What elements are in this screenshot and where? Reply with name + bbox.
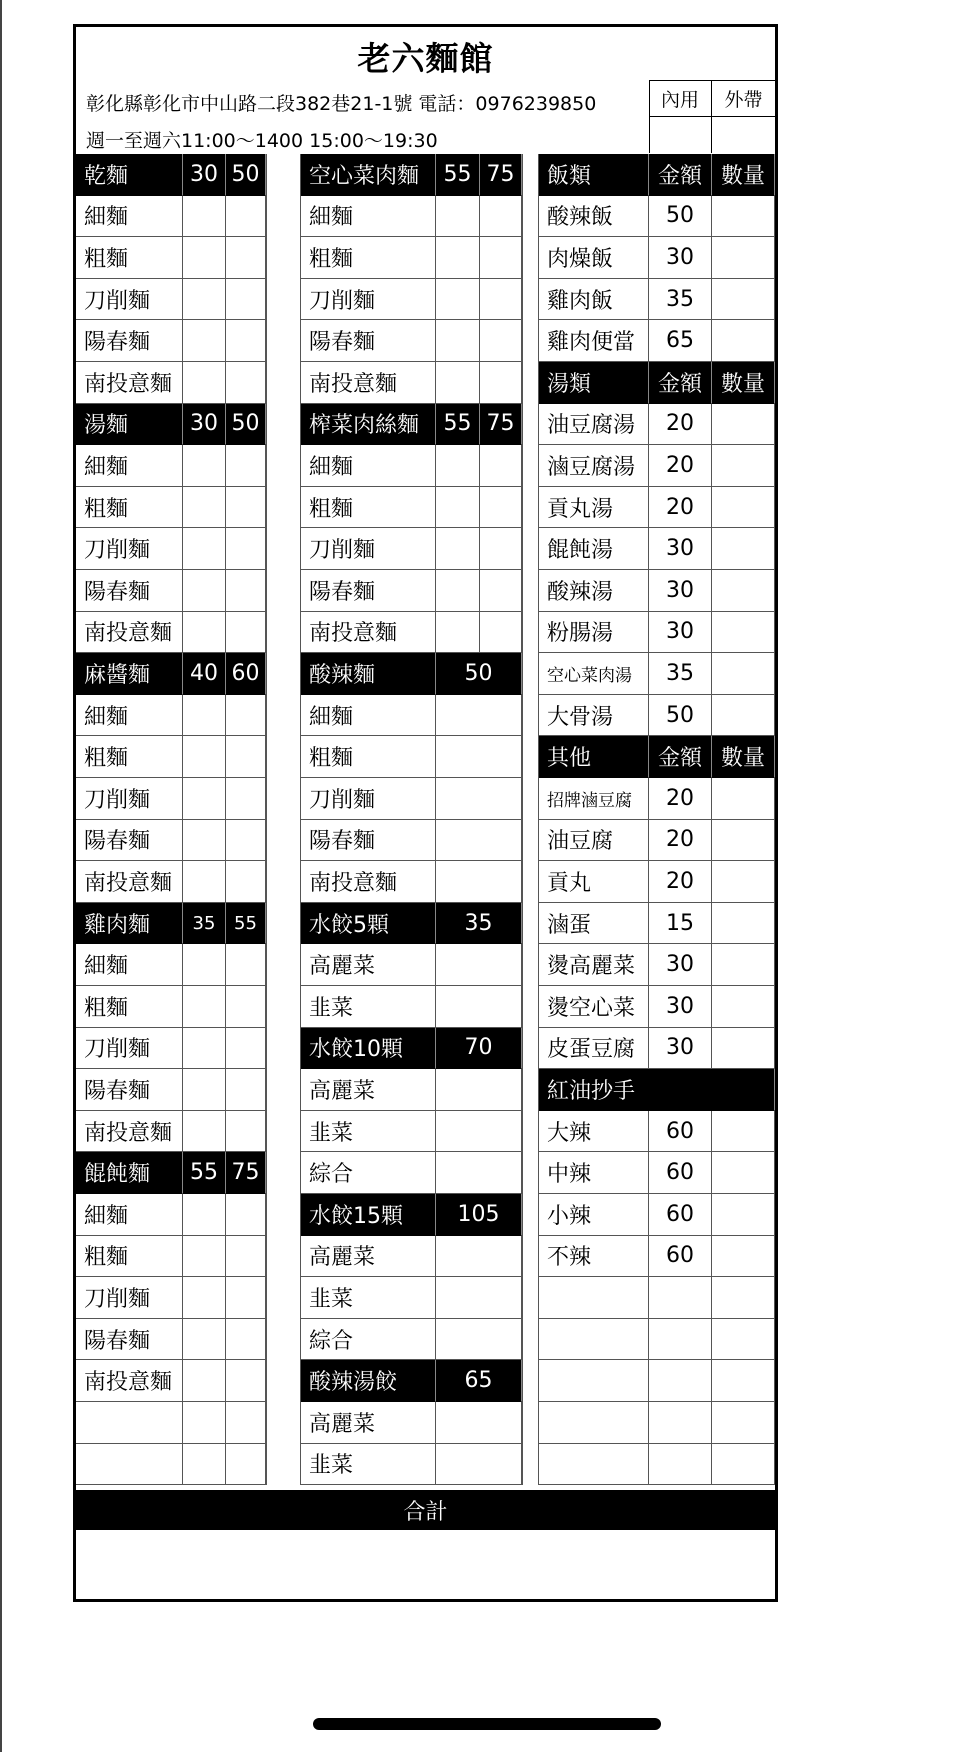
item-name: 貢丸湯 — [539, 487, 649, 529]
item-name: 高麗菜 — [301, 1402, 436, 1444]
large-qty-cell[interactable] — [226, 1319, 266, 1361]
item-price: 20 — [649, 861, 712, 903]
qty-cell[interactable] — [712, 861, 775, 903]
item-name: 粗麵 — [76, 487, 183, 529]
item-price: 30 — [649, 528, 712, 570]
item-name: 南投意麵 — [301, 861, 436, 903]
small-qty-cell[interactable] — [183, 487, 226, 529]
item-price: 50 — [649, 196, 712, 238]
section-title: 其他 — [539, 736, 649, 778]
screen-edge — [0, 0, 2, 1752]
large-qty-cell[interactable] — [226, 1111, 266, 1153]
item-name: 刀削麵 — [301, 778, 436, 820]
item-name: 肉燥飯 — [539, 237, 649, 279]
large-qty-cell[interactable] — [226, 736, 266, 778]
item-name: 細麵 — [301, 695, 436, 737]
qty-cell[interactable] — [436, 820, 522, 862]
item-price: 60 — [649, 1194, 712, 1236]
item-name: 招牌滷豆腐 — [539, 778, 649, 820]
item-name: 陽春麵 — [76, 320, 183, 362]
small-qty-cell[interactable] — [436, 279, 480, 321]
price-header: 金額 — [649, 154, 712, 196]
item-price: 30 — [649, 944, 712, 986]
dine-in-label: 內用 — [649, 80, 712, 117]
small-qty-cell[interactable] — [436, 528, 480, 570]
qty-cell[interactable] — [712, 570, 775, 612]
small-qty-cell[interactable] — [183, 1028, 226, 1070]
item-price: 20 — [649, 404, 712, 446]
item-name: 粗麵 — [301, 237, 436, 279]
qty-cell[interactable] — [712, 612, 775, 654]
small-qty-cell[interactable] — [436, 445, 480, 487]
item-name: 南投意麵 — [76, 362, 183, 404]
item-name: 陽春麵 — [76, 570, 183, 612]
item-name: 刀削麵 — [301, 528, 436, 570]
qty-cell[interactable] — [436, 1444, 522, 1486]
qty-header: 數量 — [712, 362, 775, 404]
small-qty-cell[interactable] — [183, 237, 226, 279]
large-qty-cell[interactable] — [480, 237, 522, 279]
large-qty-cell[interactable] — [226, 612, 266, 654]
item-name: 中辣 — [539, 1152, 649, 1194]
small-qty-cell[interactable] — [183, 196, 226, 238]
item-name: 燙高麗菜 — [539, 944, 649, 986]
item-name: 燙空心菜 — [539, 986, 649, 1028]
item-price: 30 — [649, 612, 712, 654]
small-qty-cell[interactable] — [183, 362, 226, 404]
total-header: 合計 — [76, 1490, 775, 1530]
small-price: 55 — [436, 154, 480, 196]
large-qty-cell[interactable] — [226, 695, 266, 737]
section-price: 35 — [436, 903, 522, 945]
empty-cell — [649, 1360, 712, 1402]
empty-cell — [712, 1277, 775, 1319]
large-qty-cell[interactable] — [226, 570, 266, 612]
qty-cell[interactable] — [712, 1111, 775, 1153]
large-qty-cell[interactable] — [226, 362, 266, 404]
qty-cell[interactable] — [436, 736, 522, 778]
empty-cell — [183, 1444, 226, 1486]
item-name: 刀削麵 — [76, 1028, 183, 1070]
item-name: 皮蛋豆腐 — [539, 1028, 649, 1070]
small-qty-cell[interactable] — [436, 487, 480, 529]
large-qty-cell[interactable] — [226, 861, 266, 903]
large-qty-cell[interactable] — [226, 320, 266, 362]
item-name: 粗麵 — [301, 487, 436, 529]
large-qty-cell[interactable] — [480, 362, 522, 404]
small-qty-cell[interactable] — [183, 1236, 226, 1278]
item-name: 滷豆腐湯 — [539, 445, 649, 487]
column-gap — [522, 154, 539, 1485]
item-name: 陽春麵 — [301, 570, 436, 612]
section-title: 紅油抄手 — [539, 1069, 775, 1111]
item-name: 高麗菜 — [301, 1236, 436, 1278]
item-name: 小辣 — [539, 1194, 649, 1236]
item-name: 綜合 — [301, 1319, 436, 1361]
small-qty-cell[interactable] — [183, 612, 226, 654]
section-title: 水餃10顆 — [301, 1028, 436, 1070]
empty-cell — [226, 1402, 266, 1444]
large-qty-cell[interactable] — [226, 986, 266, 1028]
home-indicator — [313, 1718, 661, 1730]
large-price: 75 — [226, 1152, 266, 1194]
large-qty-cell[interactable] — [226, 237, 266, 279]
small-qty-cell[interactable] — [183, 695, 226, 737]
empty-cell — [649, 1444, 712, 1486]
item-name: 陽春麵 — [76, 1069, 183, 1111]
large-price: 55 — [226, 903, 266, 945]
section-title: 水餃5顆 — [301, 903, 436, 945]
qty-cell[interactable] — [712, 1152, 775, 1194]
small-qty-cell[interactable] — [436, 196, 480, 238]
qty-cell[interactable] — [712, 1194, 775, 1236]
item-name: 粗麵 — [301, 736, 436, 778]
empty-cell — [539, 1277, 649, 1319]
large-qty-cell[interactable] — [226, 1028, 266, 1070]
item-name: 韭菜 — [301, 1444, 436, 1486]
item-name: 粉腸湯 — [539, 612, 649, 654]
item-price: 35 — [649, 653, 712, 695]
small-qty-cell[interactable] — [436, 570, 480, 612]
empty-cell — [712, 1319, 775, 1361]
item-name: 南投意麵 — [76, 1111, 183, 1153]
item-name: 不辣 — [539, 1236, 649, 1278]
small-qty-cell[interactable] — [183, 944, 226, 986]
small-price: 30 — [183, 404, 226, 446]
qty-cell[interactable] — [436, 1152, 522, 1194]
small-price: 40 — [183, 653, 226, 695]
dine-in-mark-cell[interactable] — [649, 117, 712, 153]
qty-cell[interactable] — [712, 986, 775, 1028]
small-qty-cell[interactable] — [436, 320, 480, 362]
item-price: 15 — [649, 903, 712, 945]
qty-cell[interactable] — [712, 944, 775, 986]
qty-cell[interactable] — [712, 778, 775, 820]
small-qty-cell[interactable] — [436, 612, 480, 654]
item-name: 粗麵 — [76, 736, 183, 778]
small-qty-cell[interactable] — [183, 1069, 226, 1111]
total-amount-area[interactable] — [76, 1530, 775, 1599]
item-name: 細麵 — [301, 445, 436, 487]
small-qty-cell[interactable] — [183, 778, 226, 820]
qty-cell[interactable] — [436, 1111, 522, 1153]
small-qty-cell[interactable] — [183, 528, 226, 570]
large-qty-cell[interactable] — [226, 820, 266, 862]
item-name: 綜合 — [301, 1152, 436, 1194]
large-qty-cell[interactable] — [480, 612, 522, 654]
takeout-mark-cell[interactable] — [712, 117, 775, 153]
item-name: 韭菜 — [301, 1277, 436, 1319]
section-title: 飯類 — [539, 154, 649, 196]
item-name: 雞肉便當 — [539, 320, 649, 362]
item-name: 細麵 — [76, 445, 183, 487]
qty-cell[interactable] — [436, 1277, 522, 1319]
item-name: 大骨湯 — [539, 695, 649, 737]
large-qty-cell[interactable] — [480, 487, 522, 529]
item-name: 滷蛋 — [539, 903, 649, 945]
empty-cell — [226, 1444, 266, 1486]
shop-address-phone: 彰化縣彰化市中山路二段382巷21-1號 電話：0976239850 — [86, 93, 597, 115]
small-qty-cell[interactable] — [183, 820, 226, 862]
item-price: 60 — [649, 1111, 712, 1153]
small-qty-cell[interactable] — [183, 986, 226, 1028]
item-name: 南投意麵 — [301, 362, 436, 404]
item-price: 50 — [649, 695, 712, 737]
qty-cell[interactable] — [712, 196, 775, 238]
item-name: 陽春麵 — [76, 820, 183, 862]
section-title: 湯麵 — [76, 404, 183, 446]
qty-cell[interactable] — [712, 695, 775, 737]
section-title: 榨菜肉絲麵 — [301, 404, 436, 446]
empty-cell — [539, 1444, 649, 1486]
large-qty-cell[interactable] — [226, 1360, 266, 1402]
qty-cell[interactable] — [712, 487, 775, 529]
large-qty-cell[interactable] — [480, 196, 522, 238]
small-qty-cell[interactable] — [183, 445, 226, 487]
large-qty-cell[interactable] — [480, 320, 522, 362]
large-price: 75 — [480, 404, 522, 446]
large-price: 75 — [480, 154, 522, 196]
item-name: 細麵 — [76, 196, 183, 238]
qty-cell[interactable] — [436, 861, 522, 903]
price-header: 金額 — [649, 362, 712, 404]
section-price: 105 — [436, 1194, 522, 1236]
small-price: 35 — [183, 903, 226, 945]
large-qty-cell[interactable] — [226, 944, 266, 986]
qty-cell[interactable] — [436, 778, 522, 820]
item-price: 65 — [649, 320, 712, 362]
item-name: 餛飩湯 — [539, 528, 649, 570]
large-qty-cell[interactable] — [480, 528, 522, 570]
large-qty-cell[interactable] — [226, 487, 266, 529]
item-name: 油豆腐 — [539, 820, 649, 862]
shop-name: 老六麵館 — [357, 39, 494, 78]
item-name: 高麗菜 — [301, 944, 436, 986]
qty-cell[interactable] — [436, 1402, 522, 1444]
qty-header: 數量 — [712, 736, 775, 778]
small-qty-cell[interactable] — [183, 1360, 226, 1402]
empty-cell — [712, 1444, 775, 1486]
section-price: 70 — [436, 1028, 522, 1070]
item-name: 刀削麵 — [76, 1277, 183, 1319]
item-name: 韭菜 — [301, 1111, 436, 1153]
qty-cell[interactable] — [436, 1069, 522, 1111]
large-qty-cell[interactable] — [480, 279, 522, 321]
item-name: 南投意麵 — [76, 612, 183, 654]
order-sheet — [73, 24, 778, 1602]
section-title: 雞肉麵 — [76, 903, 183, 945]
item-name: 韭菜 — [301, 986, 436, 1028]
item-name: 南投意麵 — [76, 861, 183, 903]
large-qty-cell[interactable] — [480, 570, 522, 612]
small-qty-cell[interactable] — [183, 861, 226, 903]
item-name: 粗麵 — [76, 1236, 183, 1278]
item-name: 刀削麵 — [76, 778, 183, 820]
qty-cell[interactable] — [436, 695, 522, 737]
empty-cell — [649, 1402, 712, 1444]
qty-cell[interactable] — [712, 279, 775, 321]
small-price: 55 — [436, 404, 480, 446]
small-qty-cell[interactable] — [183, 320, 226, 362]
small-qty-cell[interactable] — [436, 362, 480, 404]
large-price: 50 — [226, 404, 266, 446]
item-name: 陽春麵 — [301, 820, 436, 862]
item-price: 20 — [649, 487, 712, 529]
item-price: 60 — [649, 1152, 712, 1194]
item-name: 陽春麵 — [301, 320, 436, 362]
qty-cell[interactable] — [712, 237, 775, 279]
empty-cell — [183, 1402, 226, 1444]
qty-cell[interactable] — [712, 653, 775, 695]
empty-cell — [649, 1319, 712, 1361]
item-name: 貢丸 — [539, 861, 649, 903]
section-title: 湯類 — [539, 362, 649, 404]
item-name: 酸辣飯 — [539, 196, 649, 238]
large-qty-cell[interactable] — [226, 1277, 266, 1319]
large-qty-cell[interactable] — [480, 445, 522, 487]
item-name: 刀削麵 — [76, 279, 183, 321]
item-name: 粗麵 — [76, 986, 183, 1028]
empty-cell — [76, 1402, 183, 1444]
large-qty-cell[interactable] — [226, 445, 266, 487]
large-qty-cell[interactable] — [226, 778, 266, 820]
item-name: 刀削麵 — [301, 279, 436, 321]
small-qty-cell[interactable] — [183, 736, 226, 778]
large-qty-cell[interactable] — [226, 1236, 266, 1278]
large-price: 60 — [226, 653, 266, 695]
qty-cell[interactable] — [712, 320, 775, 362]
item-name: 酸辣湯 — [539, 570, 649, 612]
item-name: 南投意麵 — [301, 612, 436, 654]
empty-cell — [539, 1360, 649, 1402]
item-price: 30 — [649, 986, 712, 1028]
qty-header: 數量 — [712, 154, 775, 196]
item-name: 刀削麵 — [76, 528, 183, 570]
section-price: 50 — [436, 653, 522, 695]
qty-cell[interactable] — [436, 944, 522, 986]
item-name: 大辣 — [539, 1111, 649, 1153]
qty-cell[interactable] — [436, 986, 522, 1028]
large-qty-cell[interactable] — [226, 196, 266, 238]
section-price: 65 — [436, 1360, 522, 1402]
large-qty-cell[interactable] — [226, 528, 266, 570]
small-price: 30 — [183, 154, 226, 196]
empty-cell — [76, 1444, 183, 1486]
item-price: 20 — [649, 445, 712, 487]
small-qty-cell[interactable] — [183, 1194, 226, 1236]
large-qty-cell[interactable] — [226, 1194, 266, 1236]
item-price: 35 — [649, 279, 712, 321]
item-name: 油豆腐湯 — [539, 404, 649, 446]
empty-cell — [712, 1402, 775, 1444]
small-qty-cell[interactable] — [183, 1319, 226, 1361]
large-price: 50 — [226, 154, 266, 196]
section-title: 空心菜肉麵 — [301, 154, 436, 196]
qty-cell[interactable] — [712, 404, 775, 446]
takeout-label: 外帶 — [712, 80, 775, 117]
item-name: 細麵 — [76, 695, 183, 737]
item-name: 陽春麵 — [76, 1319, 183, 1361]
section-title: 酸辣湯餃 — [301, 1360, 436, 1402]
small-price: 55 — [183, 1152, 226, 1194]
small-qty-cell[interactable] — [183, 279, 226, 321]
empty-cell — [712, 1360, 775, 1402]
section-title: 乾麵 — [76, 154, 183, 196]
column-gap — [266, 154, 301, 1485]
qty-cell[interactable] — [436, 1236, 522, 1278]
qty-cell[interactable] — [712, 903, 775, 945]
section-title: 餛飩麵 — [76, 1152, 183, 1194]
shop-hours: 週一至週六11:00～1400 15:00～19:30 — [86, 130, 438, 152]
item-name: 高麗菜 — [301, 1069, 436, 1111]
small-qty-cell[interactable] — [183, 570, 226, 612]
qty-cell[interactable] — [712, 528, 775, 570]
section-title: 麻醬麵 — [76, 653, 183, 695]
item-price: 20 — [649, 820, 712, 862]
qty-cell[interactable] — [712, 445, 775, 487]
item-price: 60 — [649, 1236, 712, 1278]
item-price: 30 — [649, 570, 712, 612]
empty-cell — [539, 1402, 649, 1444]
section-title: 水餃15顆 — [301, 1194, 436, 1236]
item-name: 粗麵 — [76, 237, 183, 279]
empty-cell — [649, 1277, 712, 1319]
large-qty-cell[interactable] — [226, 1069, 266, 1111]
price-header: 金額 — [649, 736, 712, 778]
qty-cell[interactable] — [712, 1028, 775, 1070]
qty-cell[interactable] — [712, 1236, 775, 1278]
small-qty-cell[interactable] — [183, 1277, 226, 1319]
small-qty-cell[interactable] — [436, 237, 480, 279]
item-name: 細麵 — [76, 1194, 183, 1236]
small-qty-cell[interactable] — [183, 1111, 226, 1153]
empty-cell — [539, 1319, 649, 1361]
section-title: 酸辣麵 — [301, 653, 436, 695]
qty-cell[interactable] — [436, 1319, 522, 1361]
item-name: 南投意麵 — [76, 1360, 183, 1402]
item-price: 30 — [649, 237, 712, 279]
large-qty-cell[interactable] — [226, 279, 266, 321]
item-name: 空心菜肉湯 — [539, 653, 649, 695]
item-price: 30 — [649, 1028, 712, 1070]
item-name: 細麵 — [76, 944, 183, 986]
item-price: 20 — [649, 778, 712, 820]
item-name: 雞肉飯 — [539, 279, 649, 321]
qty-cell[interactable] — [712, 820, 775, 862]
item-name: 細麵 — [301, 196, 436, 238]
